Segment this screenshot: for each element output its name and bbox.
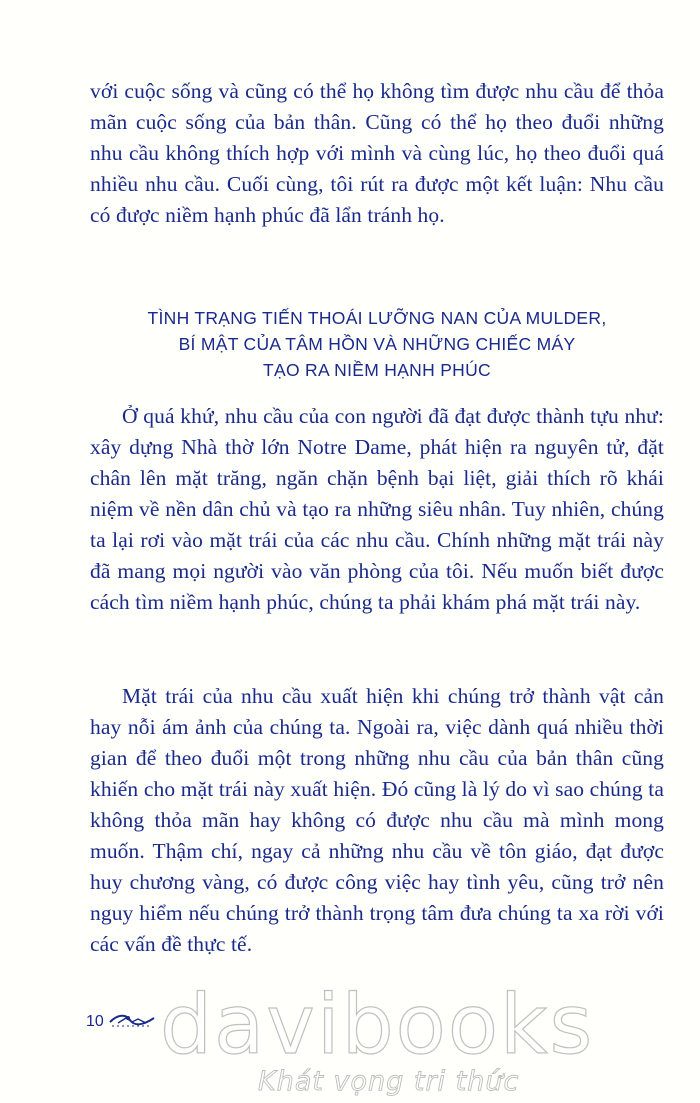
heading-line-3: TẠO RA NIỀM HẠNH PHÚC <box>263 360 491 380</box>
watermark-logo: davibooks <box>160 978 595 1073</box>
decorative-ornament-icon <box>108 1008 158 1032</box>
paragraph-continued: với cuộc sống và cũng có thể họ không tìm được nhu cầu để thỏa mãn cuộc sống của bản thân. Cũng có thể họ theo đuổi những nhu cầu không thích hợp với mình và cùng lúc, họ theo đuổi quá nhiều nhu cầu. Cuối cùng, tôi rút ra được một kết luận: Nhu cầu có được niềm hạnh phúc đã lẩn tránh họ. <box>90 79 664 227</box>
page-footer <box>0 978 700 1103</box>
page-number: 10 <box>86 1013 104 1030</box>
watermark-tagline: Khát vọng tri thức <box>258 1066 520 1097</box>
paragraph-past-achievements: Ở quá khứ, nhu cầu của con người đã đạt được thành tựu như: xây dựng Nhà thờ lớn Notre Dame, phát hiện ra nguyên tử, đặt chân lên mặt trăng, ngăn chặn bệnh bại liệt, giải thích rõ khái niệm về nền dân chủ và tạo ra những siêu nhân. Tuy nhiên, chúng ta lại rơi vào mặt trái của các nhu cầu. Chính những mặt trái này đã mang mọi người vào văn phòng của tôi. Nếu muốn biết được cách tìm niềm hạnh phúc, chúng ta phải khám phá mặt trái này. <box>90 404 664 614</box>
heading-line-2: BÍ MẬT CỦA TÂM HỒN VÀ NHỮNG CHIẾC MÁY <box>178 334 576 354</box>
section-heading <box>90 305 664 383</box>
heading-line-1: TÌNH TRẠNG TIẾN THOÁI LƯỠNG NAN CỦA MULDER, <box>147 308 607 328</box>
paragraph-dark-side: Mặt trái của nhu cầu xuất hiện khi chúng trở thành vật cản hay nỗi ám ảnh của chúng ta. Ngoài ra, việc dành quá nhiều thời gian để theo đuổi một trong những nhu cầu của bản thân cũng khiến cho mặt trái này xuất hiện. Đó cũng là lý do vì sao chúng ta không thỏa mãn hay không có được nhu cầu mà mình mong muốn. Thậm chí, ngay cả những nhu cầu về tôn giáo, đạt được huy chương vàng, có được công việc hay tình yêu, cũng trở nên nguy hiểm nếu chúng trở thành trọng tâm đưa chúng ta xa rời với các vấn đề thực tế. <box>90 684 664 956</box>
